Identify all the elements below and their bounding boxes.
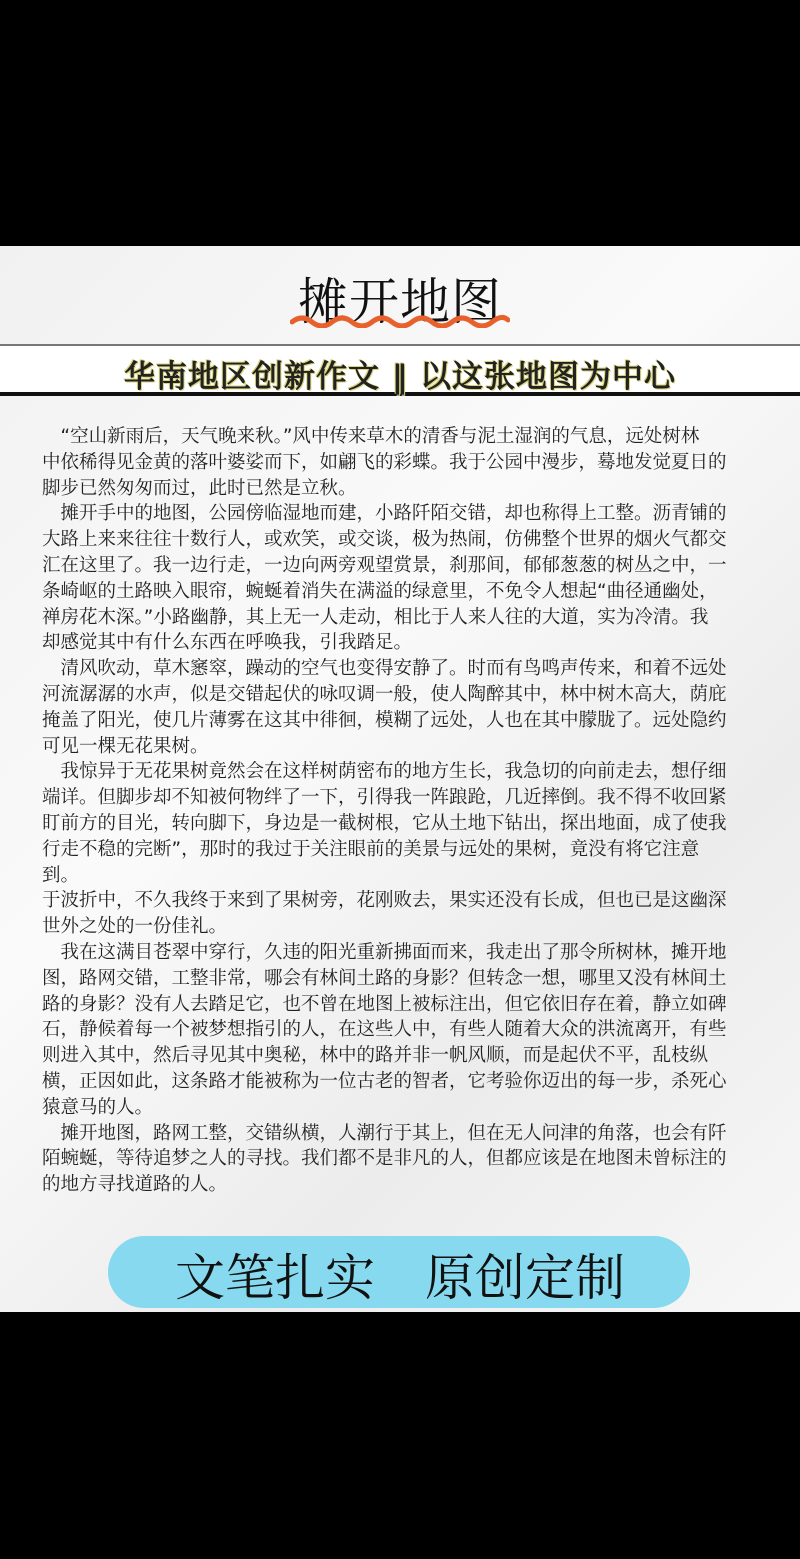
essay-line: 端详。但脚步却不知被何物绊了一下，引得我一阵踉跄，几近摔倒。我不得不收回紧 (42, 787, 727, 809)
essay-line: 我惊异于无花果树竟然会在这样树荫密布的地方生长，我急切的向前走去，想仔细 (42, 761, 727, 783)
essay-line: 的地方寻找道路的人。 (42, 1174, 228, 1196)
essay-body (42, 424, 782, 1198)
essay-line: 则进入其中，然后寻见其中奥秘，林中的路并非一帆风顺，而是起伏不平，乱枝纵 (42, 1045, 709, 1067)
essay-line: 图，路网交错，工整非常，哪会有林间土路的身影？但转念一想，哪里又没有林间土 (42, 967, 727, 989)
essay-line: 世外之处的一份佳礼。 (42, 916, 228, 938)
essay-line: 却感觉其中有什么东西在呼唤我，引我踏足。 (42, 632, 413, 654)
essay-line: 猿意马的人。 (42, 1096, 154, 1118)
subtitle: 华南地区创新作文 ‖ 以这张地图为中心 (123, 359, 677, 395)
essay-line: 可见一棵无花果树。 (42, 735, 209, 757)
essay-line: 到。 (42, 864, 80, 886)
essay-line: 我在这满目苍翠中穿行，久违的阳光重新拂面而来，我走出了那令所树林，摊开地 (42, 941, 727, 963)
banner-slogan: 文笔扎实 原创定制 (175, 1249, 625, 1307)
essay-line: 陌蜿蜒，等待追梦之人的寻找。我们都不是非凡的人，但都应该是在地图未曾标注的 (42, 1148, 727, 1170)
essay-line: 中依稀得见金黄的落叶婆娑而下，如翩飞的彩蝶。我于公园中漫步，蓦地发觉夏日的 (42, 451, 727, 473)
essay-line: 河流潺潺的水声，似是交错起伏的咏叹调一般，使人陶醉其中，林中树木高大，荫庇 (42, 683, 727, 705)
wavy-underline (290, 312, 510, 328)
essay-line: 摊开手中的地图，公园傍临湿地而建，小路阡陌交错，却也称得上工整。沥青铺的 (42, 503, 727, 525)
essay-line: “空山新雨后，天气晚来秋。”风中传来草木的清香与泥土湿润的气息，远处树林 (42, 426, 700, 447)
essay-line: 禅房花木深。”小路幽静，其上无一人走动，相比于人来人往的大道，实为冷清。我 (42, 606, 709, 628)
essay-line: 盯前方的目光，转向脚下，身边是一截树根，它从土地下钻出，探出地面，成了使我 (42, 812, 727, 834)
essay-line: 大路上来来往往十数行人，或欢笑，或交谈，极为热闹，仿佛整个世界的烟火气都交 (42, 529, 727, 551)
essay-line: 汇在这里了。我一边行走，一边向两旁观望赏景，刹那间，郁郁葱葱的树丛之中，一 (42, 554, 727, 576)
essay-line: 横，正因如此，这条路才能被称为一位古老的智者，它考验你迈出的每一步，杀死心 (42, 1070, 727, 1092)
essay-line: 石，静候着每一个被梦想指引的人，在这些人中，有些人随着大众的洪流离开，有些 (42, 1019, 727, 1041)
essay-line: 掩盖了阳光，使几片薄雾在这其中徘徊，模糊了远处，人也在其中朦胧了。远处隐约 (42, 709, 727, 731)
essay-line: 路的身影？没有人去踏足它，也不曾在地图上被标注出，但它依旧存在着，静立如碑 (42, 993, 727, 1015)
essay-line: 于波折中，不久我终于来到了果树旁，花刚败去，果实还没有长成，但也已是这幽深 (42, 890, 727, 912)
essay-line: 条崎岖的土路映入眼帘，蜿蜒着消失在满溢的绿意里，不免令人想起“曲径通幽处， (42, 580, 718, 602)
essay-line: 脚步已然匆匆而过，此时已然是立秋。 (42, 477, 357, 499)
essay-line: 摊开地图，路网工整，交错纵横，人潮行于其上，但在无人问津的角落，也会有阡 (42, 1122, 727, 1144)
essay-line: 行走不稳的完断”，那时的我过于关注眼前的美景与远处的果树，竟没有将它注意 (42, 838, 700, 860)
essay-line: 清风吹动，草木窸窣，躁动的空气也变得安静了。时而有鸟鸣声传来，和着不远处 (42, 658, 727, 680)
page-title: 摊开地图 (298, 273, 502, 331)
